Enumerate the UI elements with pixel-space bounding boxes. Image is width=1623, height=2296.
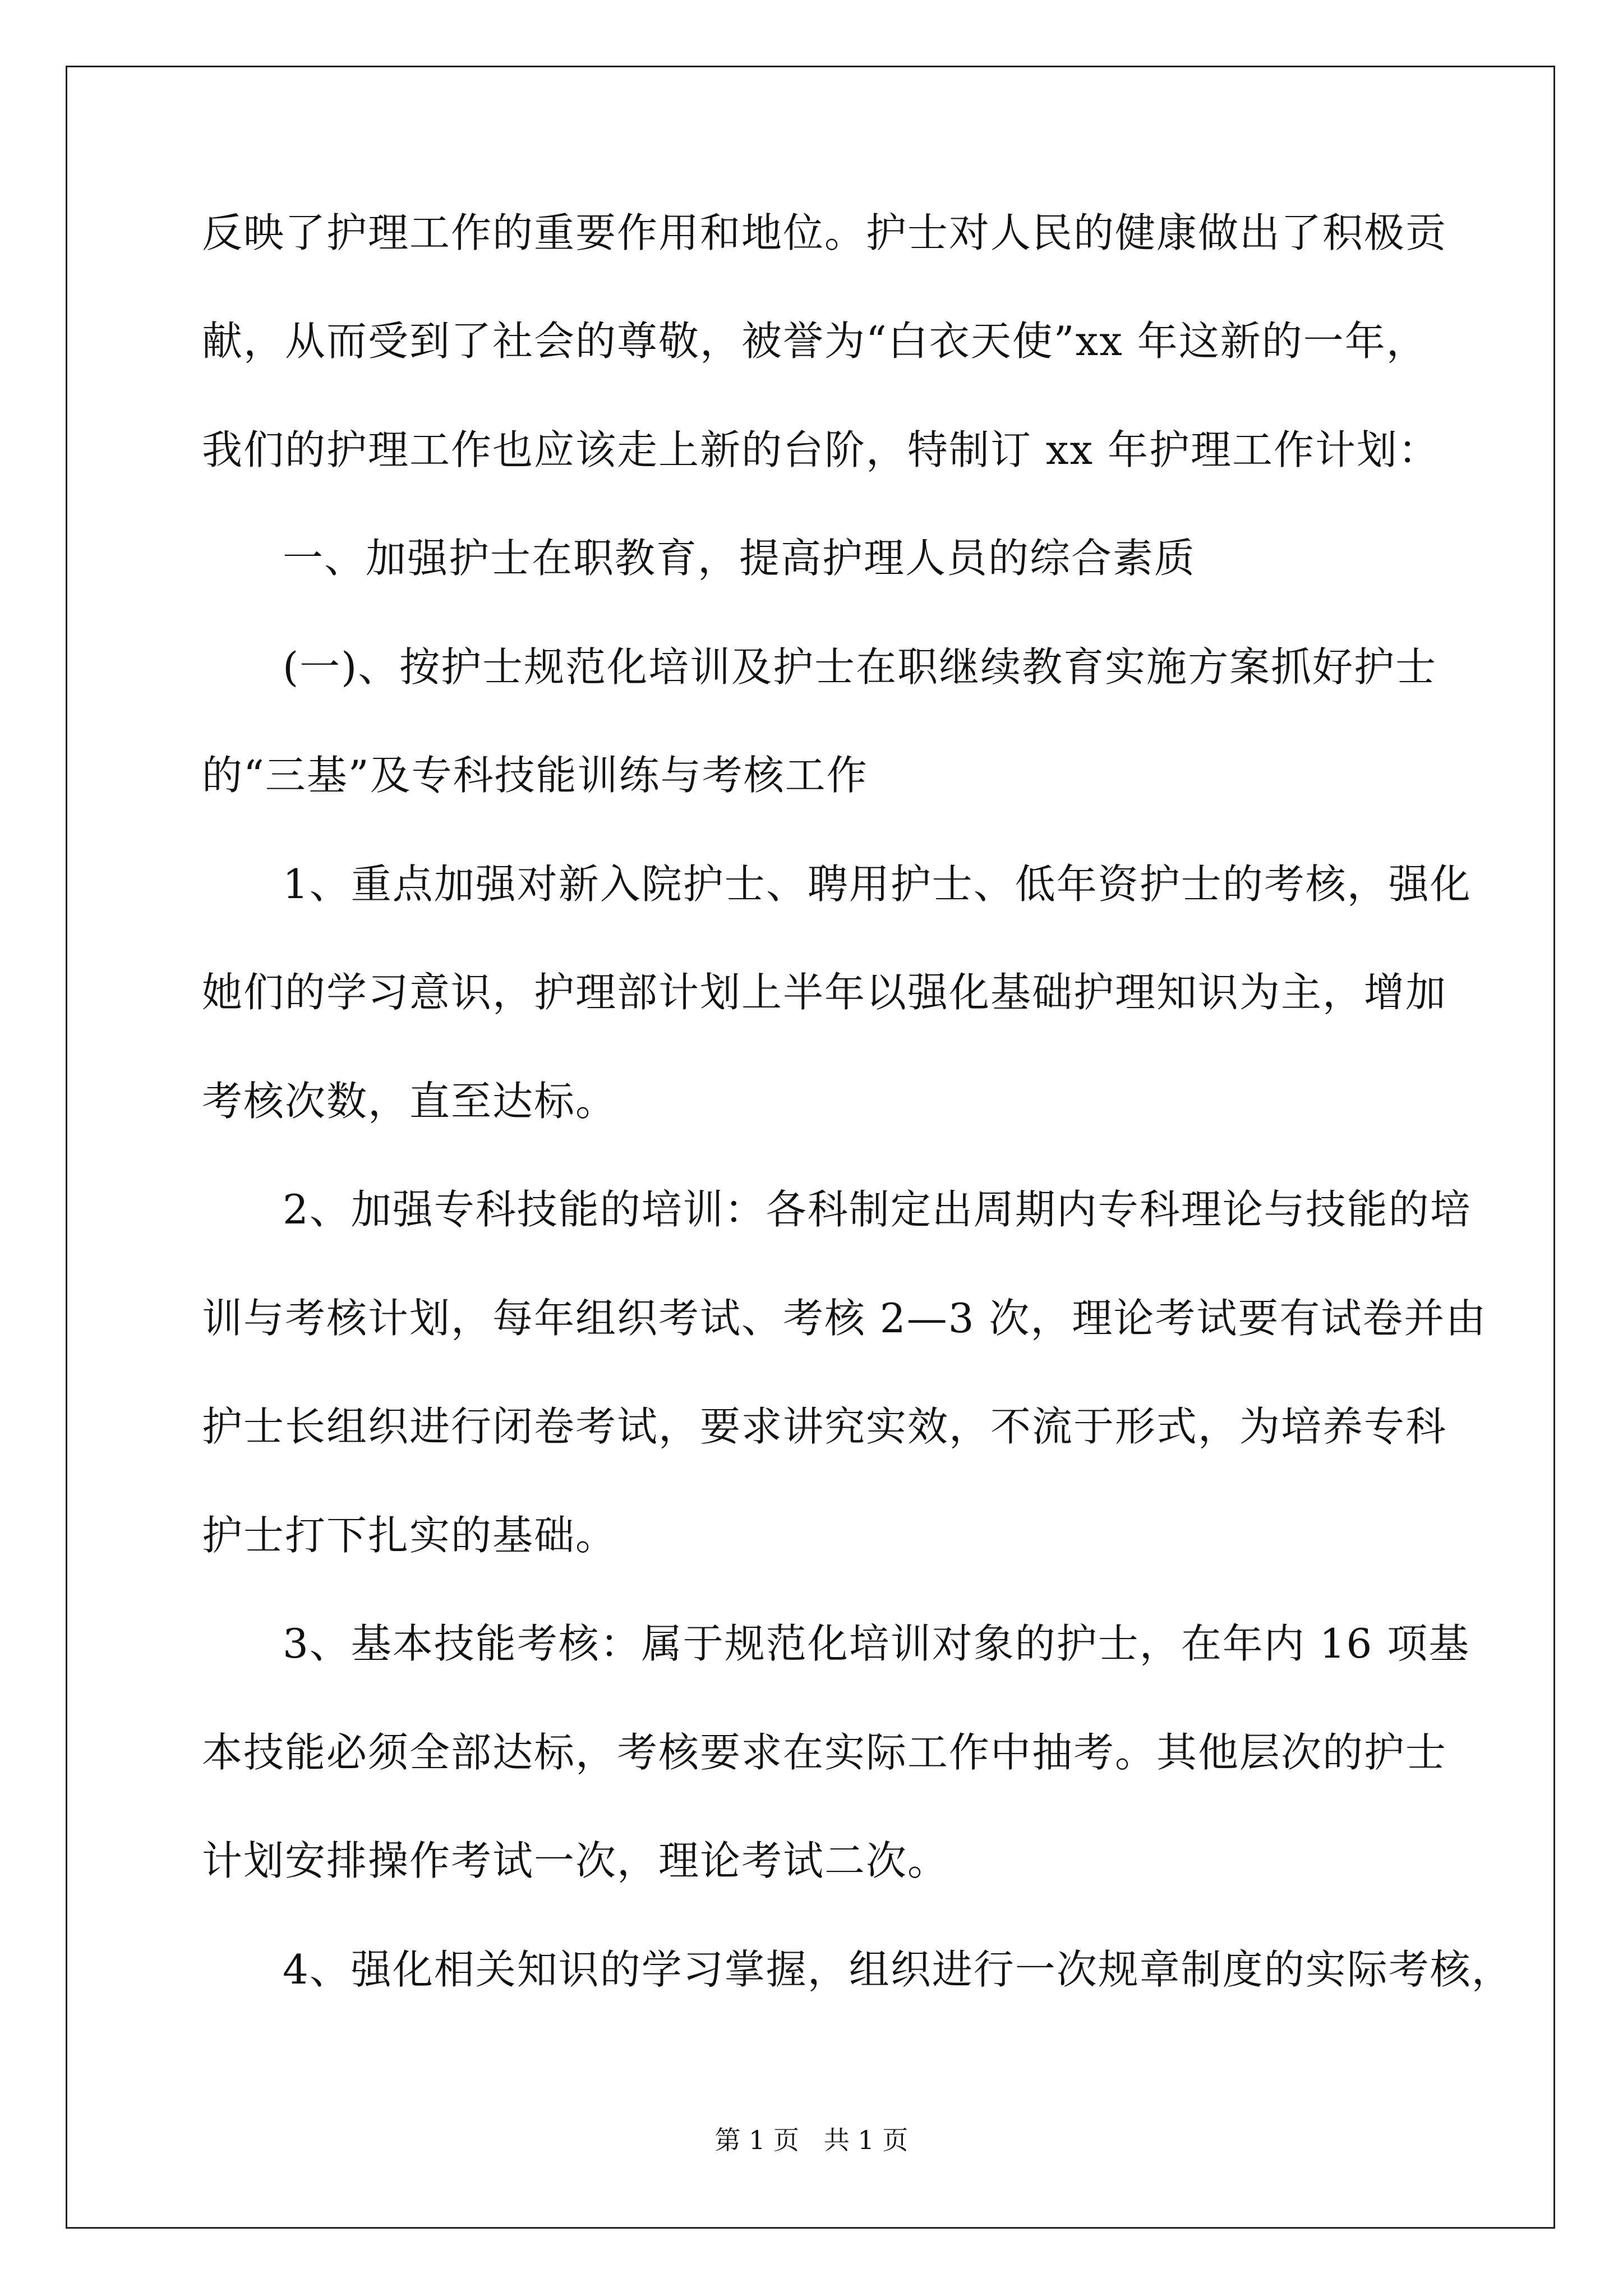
page-number-footer: 第 1 页 共 1 页	[714, 2125, 909, 2155]
text-line: 护士长组织进行闭卷考试，要求讲究实效，不流于形式，为培养专科	[202, 1403, 1447, 1450]
text-line: 护士打下扎实的基础。	[202, 1512, 617, 1559]
text-line: 她们的学习意识，护理部计划上半年以强化基础护理知识为主，增加	[202, 969, 1447, 1016]
text-line: (一)、按护士规范化培训及护士在职继续教育实施方案抓好护士	[283, 643, 1437, 691]
text-line: 3、基本技能考核：属于规范化培训对象的护士，在年内 16 项基	[283, 1620, 1470, 1667]
text-line: 4、强化相关知识的学习掌握，组织进行一次规章制度的实际考核，	[283, 1946, 1513, 1993]
text-line: 2、加强专科技能的培训：各科制定出周期内专科理论与技能的培	[283, 1186, 1472, 1233]
text-line: 计划安排操作考试一次，理论考试二次。	[202, 1837, 949, 1884]
page-border	[66, 66, 1555, 2229]
text-line: 的“三基”及专科技能训练与考核工作	[202, 752, 868, 799]
section-heading: 一、加强护士在职教育，提高护理人员的综合素质	[283, 535, 1196, 582]
text-line: 考核次数，直至达标。	[202, 1078, 617, 1125]
text-line: 训与考核计划，每年组织考试、考核 2—3 次，理论考试要有试卷并由	[202, 1295, 1487, 1342]
text-line: 我们的护理工作也应该走上新的台阶，特制订 xx 年护理工作计划：	[202, 426, 1440, 473]
text-line: 1、重点加强对新入院护士、聘用护士、低年资护士的考核，强化	[283, 861, 1472, 908]
text-line: 反映了护理工作的重要作用和地位。护士对人民的健康做出了积极贡	[202, 209, 1447, 256]
text-line: 献，从而受到了社会的尊敬，被誉为“白衣天使”xx 年这新的一年，	[202, 318, 1428, 365]
text-line: 本技能必须全部达标，考核要求在实际工作中抽考。其他层次的护士	[202, 1729, 1447, 1776]
